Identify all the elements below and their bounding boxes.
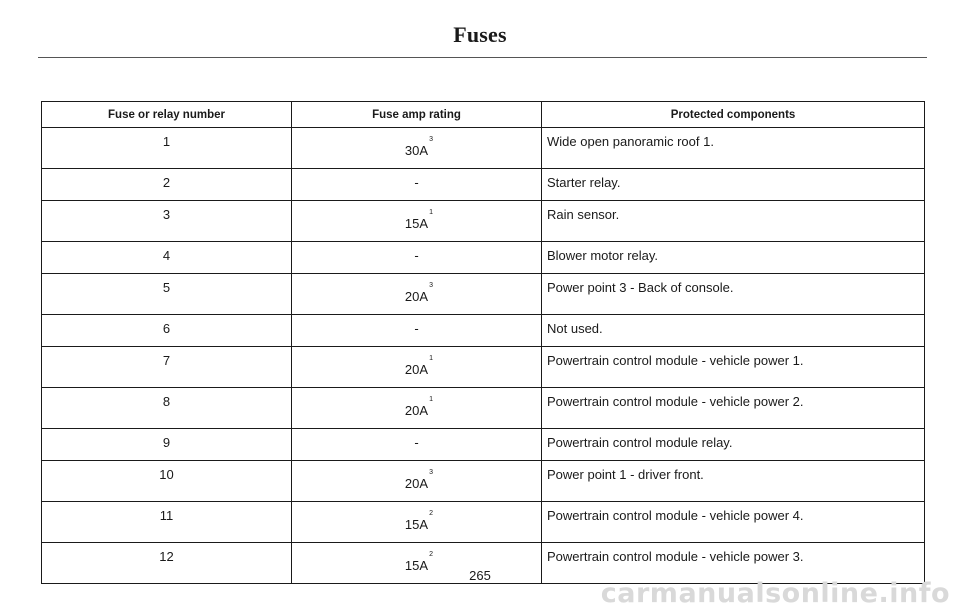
fuse-rating: 20A [404,403,429,418]
fuse-rating-wrap [404,355,433,377]
fuse-rating: 20A [404,362,429,377]
fuse-number: 5 [42,274,292,315]
table-header-row [42,102,925,128]
fuse-rating: 15A [404,517,429,532]
watermark: carmanualsonline.info [600,578,950,609]
fuse-rating-wrap [414,175,418,190]
table-row [42,169,925,201]
fuse-rating-wrap [404,396,433,418]
table-row [42,388,925,429]
footnote-marker: 1 [429,355,433,362]
fuse-table-body [42,128,925,584]
header-divider [38,57,927,58]
fuse-rating: - [414,248,419,263]
fuse-number: 12 [42,543,292,584]
fuse-rating: - [414,321,419,336]
table-row [42,347,925,388]
fuse-rating-cell [292,169,542,201]
fuse-rating-cell [292,347,542,388]
protected-component: Powertrain control module - vehicle power 4. [542,502,925,543]
fuse-rating-cell [292,128,542,169]
column-header-components: Protected components [542,102,925,128]
fuse-rating-cell [292,315,542,347]
footnote-marker: 2 [429,551,433,558]
fuse-rating-cell [292,242,542,274]
protected-component: Powertrain control module - vehicle power 3. [542,543,925,584]
protected-component: Starter relay. [542,169,925,201]
table-row [42,274,925,315]
table-row [42,502,925,543]
footnote-marker: 1 [429,209,433,216]
protected-component: Power point 3 - Back of console. [542,274,925,315]
footnote-marker: 1 [429,396,433,403]
footnote-marker: 3 [429,282,433,289]
fuse-rating: 15A [404,216,429,231]
fuse-number: 11 [42,502,292,543]
protected-component: Not used. [542,315,925,347]
table-row [42,128,925,169]
table-row [42,201,925,242]
fuse-rating-wrap [414,248,418,263]
fuse-number: 8 [42,388,292,429]
page-number: 265 [469,568,491,583]
fuse-rating-cell [292,502,542,543]
fuse-rating-cell [292,461,542,502]
fuse-number: 1 [42,128,292,169]
protected-component: Powertrain control module - vehicle power 2. [542,388,925,429]
fuse-rating: 20A [404,476,429,491]
table-row [42,461,925,502]
fuse-rating: - [414,435,419,450]
fuse-number: 2 [42,169,292,201]
column-header-rating: Fuse amp rating [292,102,542,128]
fuse-rating-cell [292,429,542,461]
protected-component: Power point 1 - driver front. [542,461,925,502]
footnote-marker: 3 [429,136,433,143]
fuse-rating-wrap [414,435,418,450]
fuse-rating-wrap [404,136,433,158]
protected-component: Powertrain control module relay. [542,429,925,461]
fuse-rating: 20A [404,289,429,304]
fuse-rating-cell [292,388,542,429]
protected-component: Rain sensor. [542,201,925,242]
fuse-rating-cell [292,201,542,242]
fuse-rating-wrap [414,321,418,336]
fuse-number: 3 [42,201,292,242]
fuse-rating-wrap [404,209,433,231]
column-header-number: Fuse or relay number [42,102,292,128]
fuse-rating-cell [292,274,542,315]
table-row [42,429,925,461]
table-row [42,315,925,347]
page-title: Fuses [453,22,507,47]
footnote-marker: 2 [429,510,433,517]
fuse-rating-wrap [404,282,433,304]
fuse-table [41,101,925,584]
fuse-number: 10 [42,461,292,502]
fuse-number: 7 [42,347,292,388]
fuse-number: 4 [42,242,292,274]
fuse-rating-wrap [404,510,433,532]
protected-component: Powertrain control module - vehicle power 1. [542,347,925,388]
protected-component: Wide open panoramic roof 1. [542,128,925,169]
fuse-number: 6 [42,315,292,347]
fuse-rating: 15A [404,558,429,573]
table-row [42,242,925,274]
footnote-marker: 3 [429,469,433,476]
fuse-rating-wrap [404,469,433,491]
fuse-rating: 30A [404,143,429,158]
protected-component: Blower motor relay. [542,242,925,274]
fuse-number: 9 [42,429,292,461]
fuse-rating: - [414,175,419,190]
